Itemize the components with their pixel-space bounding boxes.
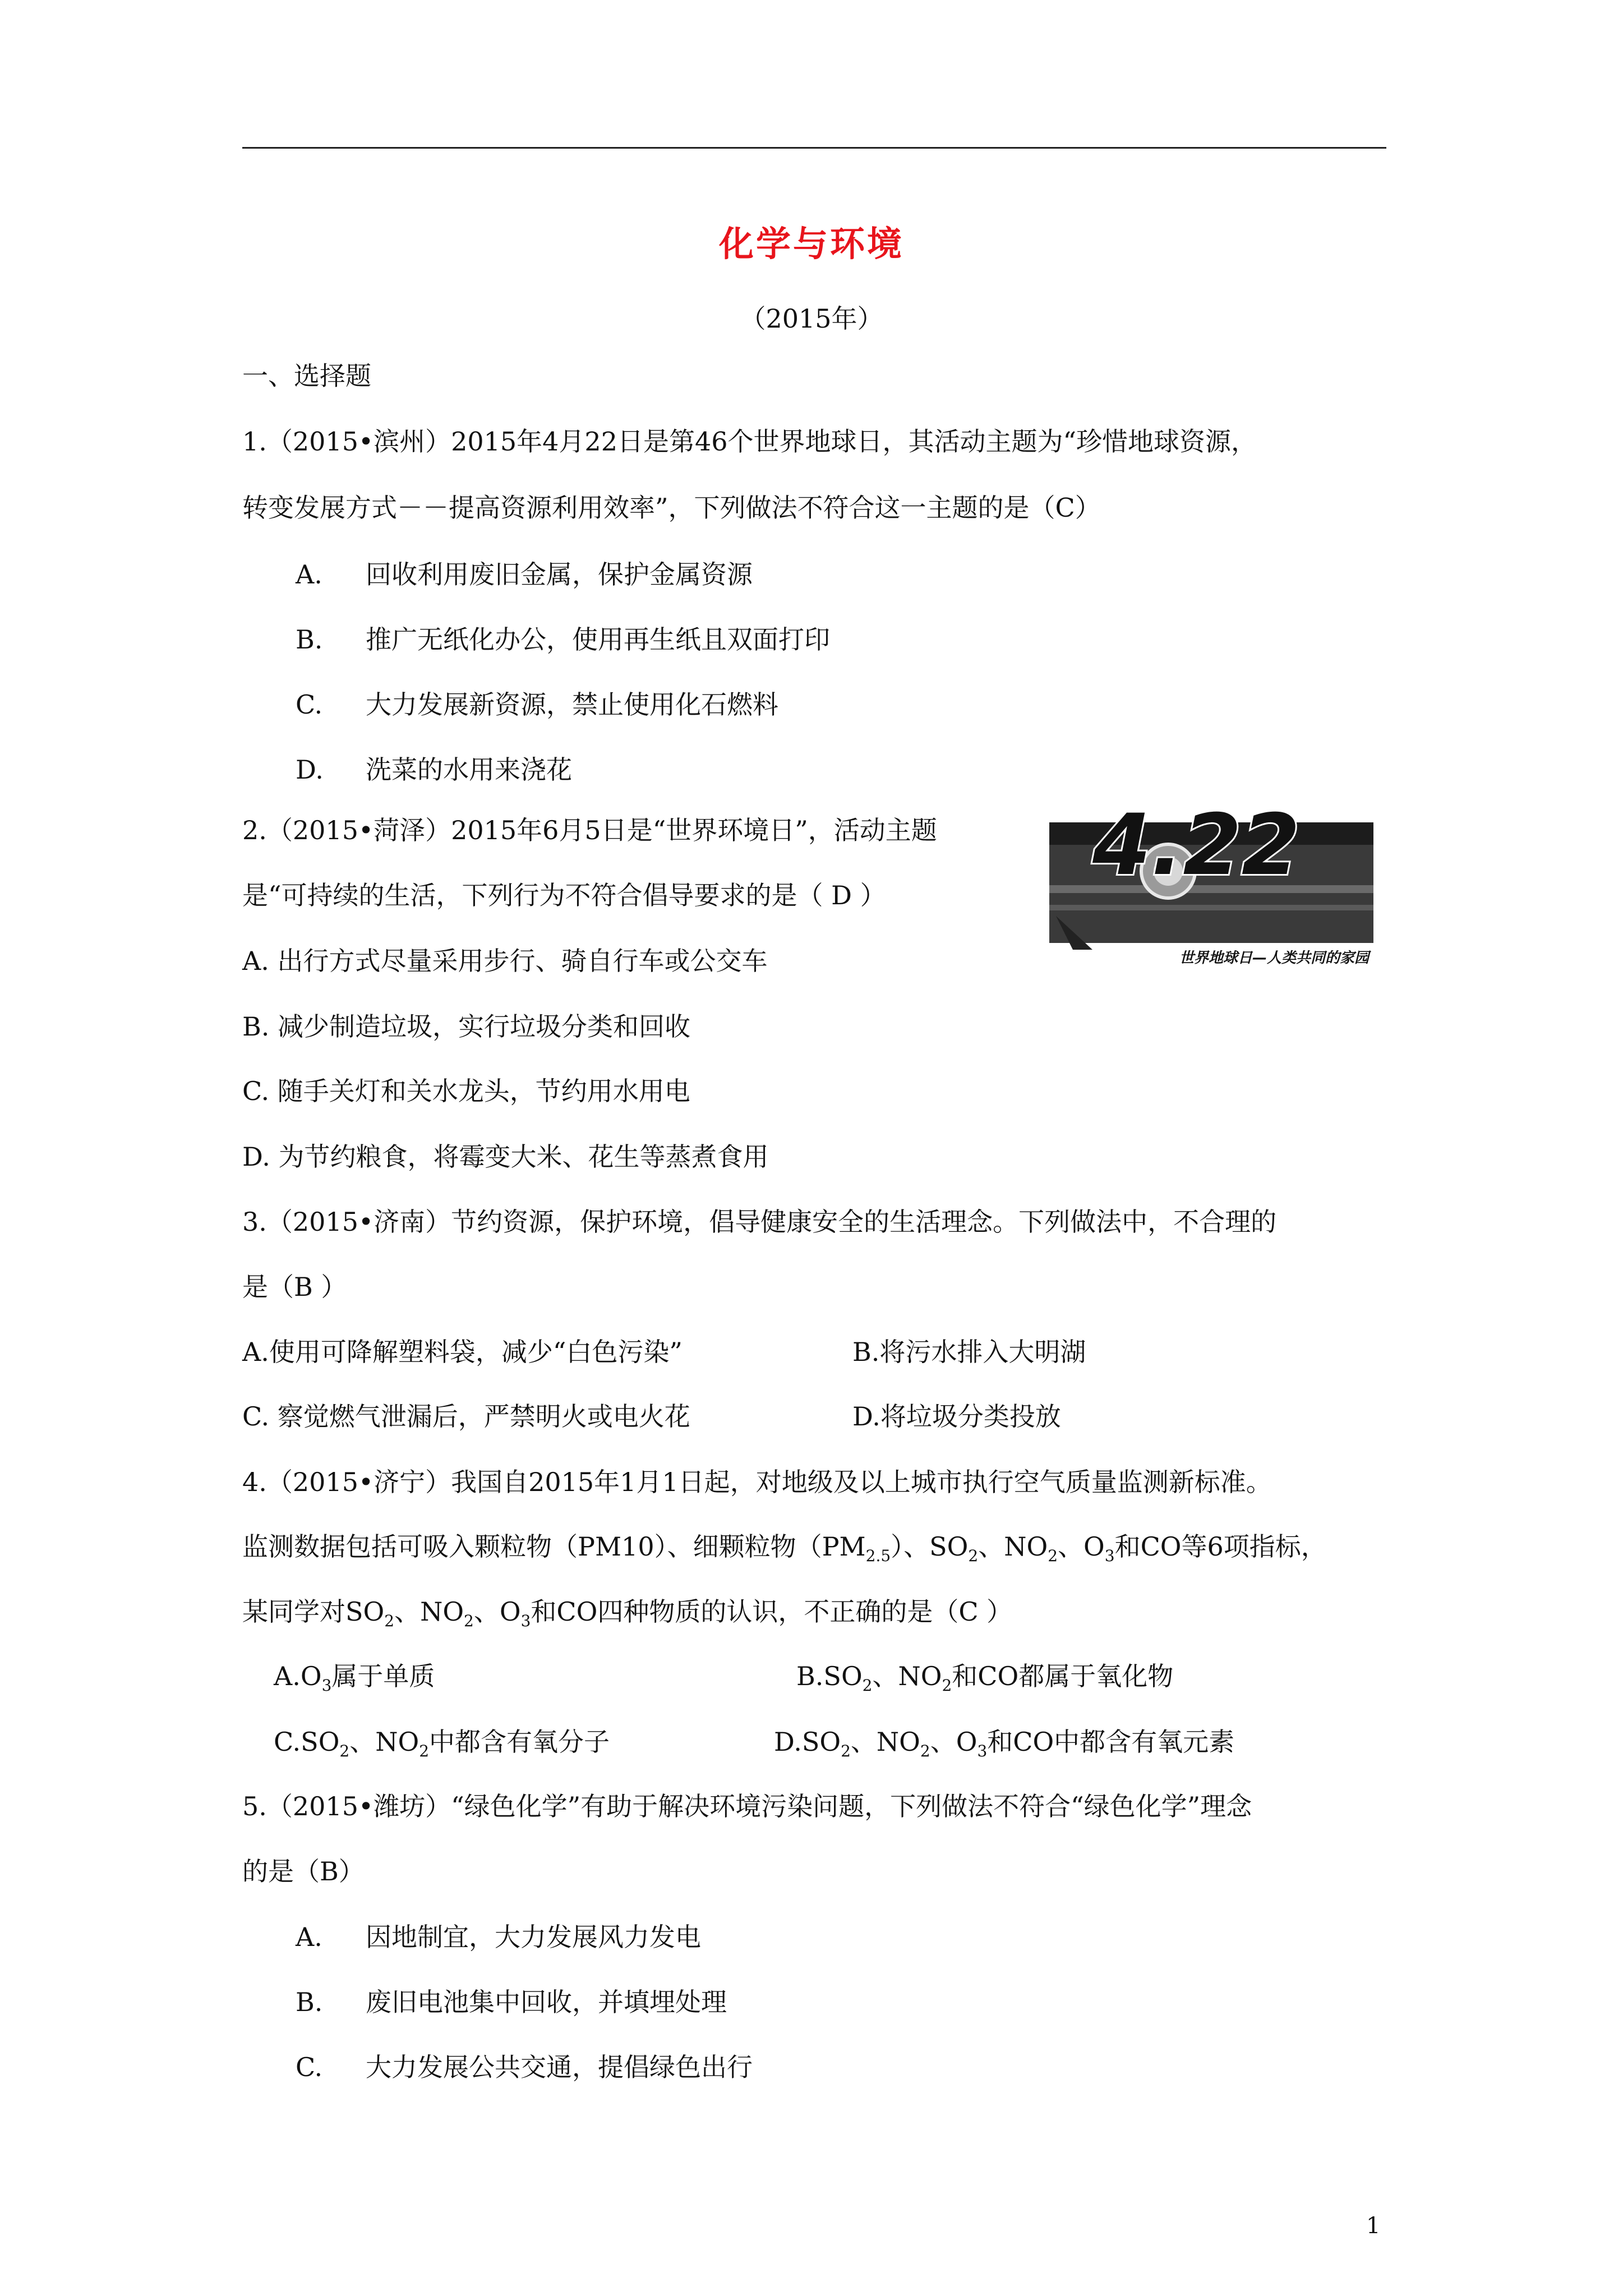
text-run: 某同学对SO (242, 1596, 385, 1627)
option-letter: C. (296, 2052, 323, 2082)
q2-stem-line2: 是“可持续的生活，下列行为不符合倡导要求的是（ D ） (242, 880, 886, 910)
q3-stem-line1: 3.（2015•济南）节约资源，保护环境，倡导健康安全的生活理念。下列做法中，不合理的 (242, 1207, 1277, 1237)
q2-option-a: A. 出行方式尽量采用步行、骑自行车或公交车 (242, 946, 768, 976)
subscript: 2 (464, 1612, 474, 1630)
text-run: 、NO (394, 1596, 464, 1627)
q4-option-a (274, 1659, 435, 1693)
q5-option-b (296, 1985, 727, 2019)
q4-stem-line3 (242, 1595, 1012, 1628)
text-run: B.SO (796, 1661, 863, 1691)
text-run: 、O (473, 1596, 521, 1627)
q3-option-b: B.将污水排入大明湖 (852, 1337, 1086, 1367)
q4-option-b (796, 1659, 1173, 1693)
text-run: A.O (274, 1661, 322, 1691)
q1-option-c (296, 688, 778, 721)
text-run: 、NO (349, 1727, 419, 1757)
q5-stem-line2: 的是（B） (242, 1856, 365, 1887)
text-run: 中都含有氧分子 (429, 1727, 610, 1757)
subscript: 2 (841, 1742, 851, 1760)
text-run: 、NO (850, 1727, 920, 1757)
subscript: 3 (1104, 1547, 1115, 1565)
text-run: 监测数据包括可吸入颗粒物（PM10）、细颗粒物（PM (242, 1531, 866, 1562)
q3-option-c: C. 察觉燃气泄漏后，严禁明火或电火花 (242, 1401, 690, 1432)
subscript: 3 (977, 1742, 988, 1760)
option-text: 废旧电池集中回收，并填埋处理 (366, 1987, 727, 2017)
text-run: 、O (930, 1727, 978, 1757)
q3-option-a: A.使用可降解塑料袋，减少“白色污染” (242, 1337, 683, 1367)
q5-stem-line1: 5.（2015•潍坊）“绿色化学”有助于解决环境污染问题，下列做法不符合“绿色化学”理念 (242, 1791, 1252, 1821)
text-run: C.SO (274, 1727, 340, 1757)
option-text: 大力发展新资源，禁止使用化石燃料 (366, 689, 778, 720)
subscript: 3 (321, 1676, 332, 1695)
q4-stem-line1: 4.（2015•济宁）我国自2015年1月1日起，对地级及以上城市执行空气质量监测新标准。 (242, 1467, 1272, 1497)
option-text: 洗菜的水用来浇花 (366, 754, 572, 785)
earth-day-image (1039, 790, 1382, 975)
subscript: 2 (920, 1742, 930, 1760)
q5-option-c (296, 2050, 753, 2084)
subscript: 2 (419, 1742, 430, 1760)
text-run: 和CO四种物质的认识，不正确的是（C ） (531, 1596, 1013, 1627)
q5-option-a (296, 1920, 701, 1954)
subscript: 2 (384, 1612, 395, 1630)
text-run: ）、SO (891, 1531, 969, 1562)
header-rule (242, 147, 1386, 149)
text-run: 属于单质 (331, 1661, 435, 1691)
option-text: 推广无纸化办公，使用再生纸且双面打印 (366, 624, 830, 655)
q1-option-a (296, 558, 753, 591)
section-heading: 一、选择题 (242, 361, 371, 391)
page-subtitle: （2015年） (740, 303, 883, 334)
q2-option-d: D. 为节约粮食，将霉变大米、花生等蒸煮食用 (242, 1142, 769, 1172)
subscript: 2 (968, 1547, 979, 1565)
text-run: 、O (1058, 1531, 1105, 1562)
q2-option-c: C. 随手关灯和关水龙头，节约用水用电 (242, 1076, 690, 1106)
option-letter: A. (296, 559, 322, 590)
page-title: 化学与环境 (718, 223, 904, 264)
option-letter: A. (296, 1922, 322, 1952)
subscript: 2 (942, 1676, 952, 1695)
subscript: 2 (339, 1742, 350, 1760)
text-run: D.SO (774, 1727, 841, 1757)
option-letter: B. (296, 624, 323, 655)
subscript: 2 (1048, 1547, 1058, 1565)
q2-option-b: B. 减少制造垃圾，实行垃圾分类和回收 (242, 1011, 691, 1042)
subscript: 2 (862, 1676, 873, 1695)
text-run: 和CO等6项指标， (1114, 1531, 1327, 1562)
option-text: 大力发展公共交通，提倡绿色出行 (366, 2052, 753, 2082)
subscript: 2.5 (865, 1547, 891, 1565)
text-run: 、NO (872, 1661, 942, 1691)
q4-stem-line2 (242, 1530, 1327, 1563)
image-number-text: 4.22 (1092, 797, 1301, 894)
option-letter: D. (296, 754, 324, 785)
option-letter: C. (296, 689, 323, 720)
text-run: 和CO中都含有氧元素 (987, 1727, 1235, 1757)
q4-option-c (274, 1725, 610, 1759)
page-number: 1 (1366, 2213, 1381, 2239)
earth-day-poster (1039, 790, 1382, 975)
q3-stem-line2: 是（B ） (242, 1272, 347, 1302)
text-run: 、NO (978, 1531, 1048, 1562)
option-letter: B. (296, 1987, 323, 2017)
option-text: 因地制宜，大力发展风力发电 (366, 1922, 701, 1952)
q3-option-d: D.将垃圾分类投放 (852, 1401, 1061, 1432)
q1-stem-line2: 转变发展方式－－提高资源利用效率”，下列做法不符合这一主题的是（C） (242, 493, 1101, 523)
q1-option-b (296, 623, 830, 656)
q4-option-d (774, 1725, 1234, 1759)
q1-stem-line1: 1.（2015•滨州）2015年4月22日是第46个世界地球日，其活动主题为“珍惜地球资源， (242, 426, 1257, 457)
option-text: 回收利用废旧金属，保护金属资源 (366, 559, 753, 590)
q1-option-d (296, 753, 572, 786)
image-caption: 世界地球日—人类共同的家园 (1179, 950, 1370, 967)
q2-stem-line1: 2.（2015•菏泽）2015年6月5日是“世界环境日”，活动主题 (242, 815, 937, 845)
subscript: 3 (520, 1612, 531, 1630)
text-run: 和CO都属于氧化物 (952, 1661, 1174, 1691)
